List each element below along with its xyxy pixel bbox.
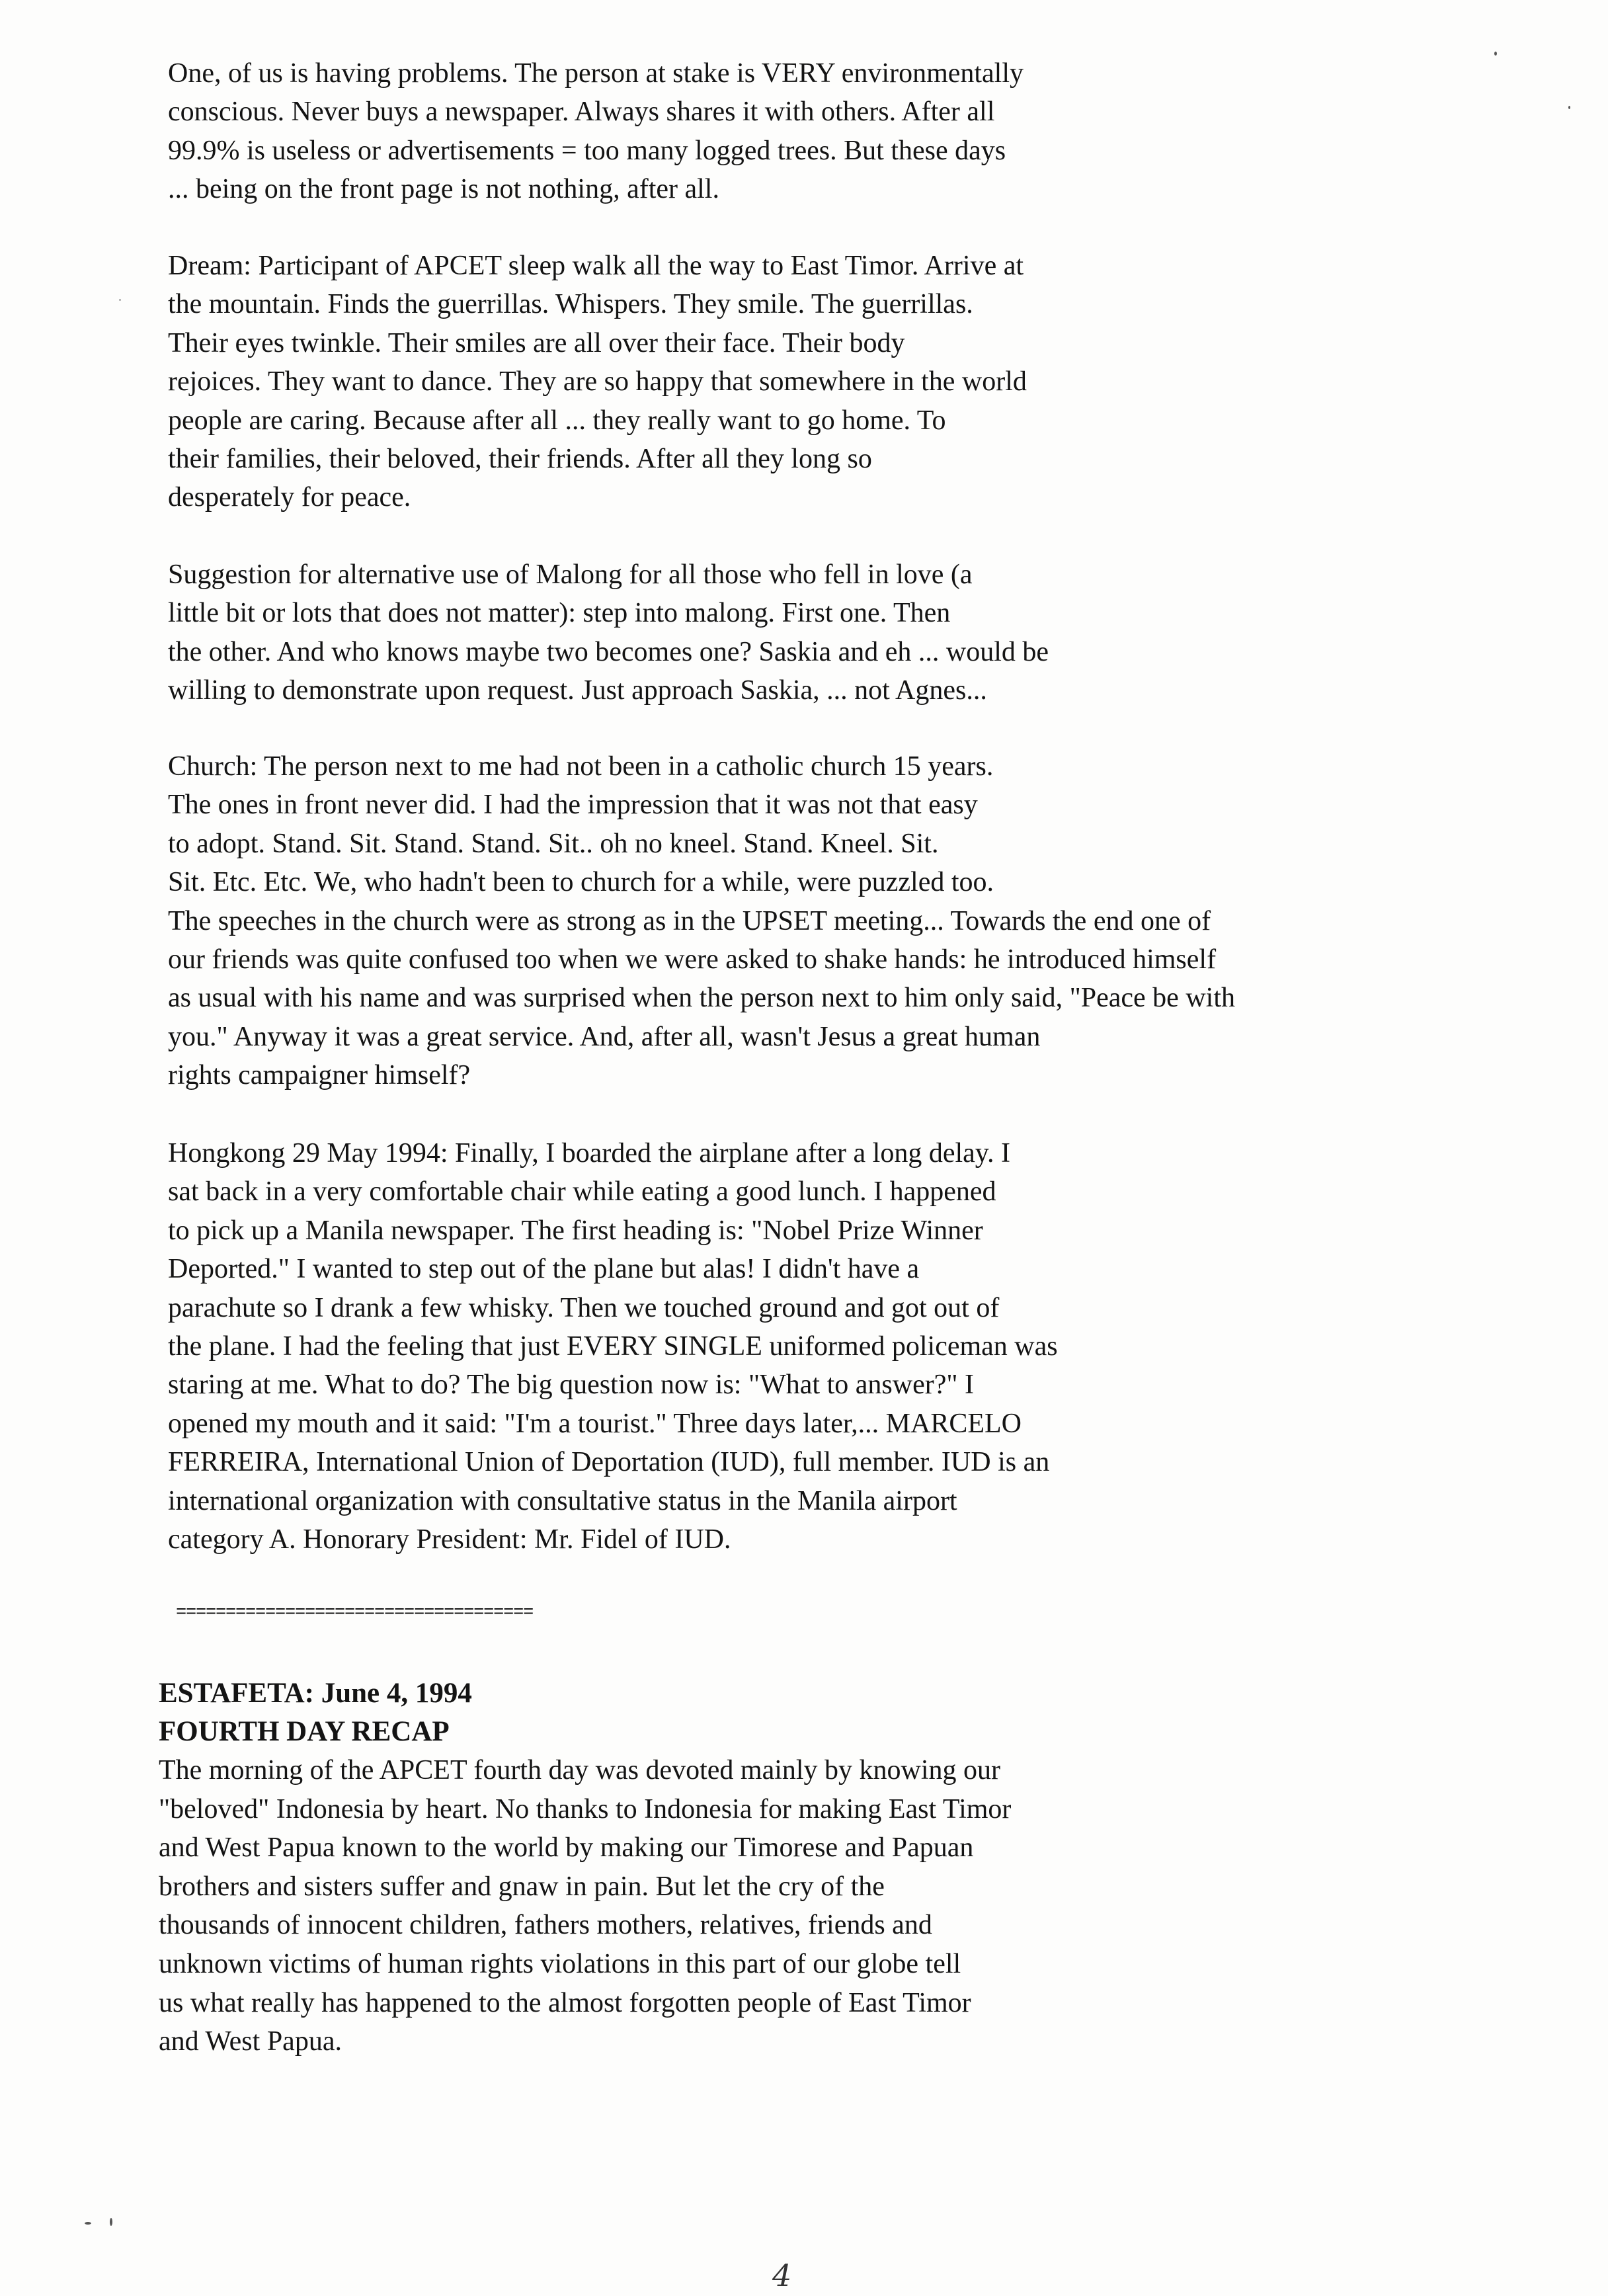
- paragraph-dream: [168, 247, 1027, 517]
- text-line: willing to demonstrate upon request. Just approach Saskia, ... not Agnes...: [168, 675, 987, 706]
- text-line: brothers and sisters suffer and gnaw in pain. But let the cry of the: [159, 1871, 885, 1902]
- scan-speck: [110, 2218, 112, 2226]
- section-heading: ESTAFETA: June 4, 1994: [159, 1678, 472, 1709]
- text-line: sat back in a very comfortable chair while eating a good lunch. I happened: [168, 1176, 996, 1208]
- text-line: conscious. Never buys a newspaper. Always shares it with others. After all: [168, 97, 995, 128]
- paragraph-malong: [168, 555, 1049, 710]
- paragraph-hongkong: [168, 1134, 1058, 1559]
- text-line: rejoices. They want to dance. They are so happy that somewhere in the world: [168, 366, 1027, 397]
- text-line: our friends was quite confused too when we were asked to shake hands: he introduced himself: [168, 944, 1217, 975]
- text-line: people are caring. Because after all ... they really want to go home. To: [168, 405, 946, 436]
- estafeta-section: [159, 1674, 1011, 2061]
- text-line: One, of us is having problems. The person at stake is VERY environmentally: [168, 58, 1024, 89]
- text-line: little bit or lots that does not matter): step into malong. First one. Then: [168, 598, 951, 629]
- text-line: category A. Honorary President: Mr. Fidel of IUD.: [168, 1524, 731, 1555]
- text-line: and West Papua.: [159, 2026, 342, 2057]
- paragraph-environment: [168, 54, 1024, 209]
- text-line: the plane. I had the feeling that just EVERY SINGLE uniformed policeman was: [168, 1331, 1058, 1362]
- text-line: FERREIRA, International Union of Deportation (IUD), full member. IUD is an: [168, 1447, 1050, 1478]
- text-line: The morning of the APCET fourth day was devoted mainly by knowing our: [159, 1755, 1001, 1785]
- text-line: The ones in front never did. I had the impression that it was not that easy: [168, 790, 978, 821]
- text-line: their families, their beloved, their friends. After all they long so: [168, 444, 872, 475]
- paragraph-church: [168, 747, 1235, 1095]
- page-number: 4: [772, 2258, 792, 2293]
- text-line: 99.9% is useless or advertisements = too many logged trees. But these days: [168, 135, 1006, 166]
- text-line: "beloved" Indonesia by heart. No thanks to Indonesia for making East Timor: [159, 1793, 1012, 1824]
- text-line: international organization with consultative status in the Manila airport: [168, 1485, 957, 1516]
- section-subheading: FOURTH DAY RECAP: [159, 1716, 450, 1747]
- text-line: to pick up a Manila newspaper. The first heading is: "Nobel Prize Winner: [168, 1215, 983, 1246]
- text-line: opened my mouth and it said: "I'm a tourist." Three days later,... MARCELO: [168, 1408, 1022, 1439]
- text-line: Sit. Etc. Etc. We, who hadn't been to church for a while, were puzzled too.: [168, 867, 994, 898]
- text-line: Dream: Participant of APCET sleep walk all the way to East Timor. Arrive at: [168, 251, 1024, 281]
- scan-speck: [1568, 106, 1570, 109]
- text-line: us what really has happened to the almost forgotten people of East Timor: [159, 1987, 971, 2018]
- text-line: as usual with his name and was surprised when the person next to him only said, "Peace be with: [168, 983, 1235, 1014]
- text-line: Suggestion for alternative use of Malong for all those who fell in love (a: [168, 559, 973, 590]
- scan-speck: [1494, 52, 1497, 56]
- text-line: ... being on the front page is not nothing, after all.: [168, 174, 719, 205]
- text-line: you." Anyway it was a great service. And, after all, wasn't Jesus a great human: [168, 1021, 1041, 1052]
- text-line: The speeches in the church were as strong as in the UPSET meeting... Towards the end one of: [168, 905, 1211, 936]
- text-line: unknown victims of human rights violations in this part of our globe tell: [159, 1948, 961, 1979]
- text-line: Hongkong 29 May 1994: Finally, I boarded the airplane after a long delay. I: [168, 1138, 1011, 1168]
- text-line: rights campaigner himself?: [168, 1060, 471, 1091]
- text-line: staring at me. What to do? The big question now is: "What to answer?" I: [168, 1370, 974, 1401]
- text-line: to adopt. Stand. Sit. Stand. Stand. Sit.. oh no kneel. Stand. Kneel. Sit.: [168, 828, 939, 859]
- text-line: Their eyes twinkle. Their smiles are all over their face. Their body: [168, 327, 905, 358]
- section-divider: ====================================: [176, 1603, 534, 1623]
- text-line: thousands of innocent children, fathers mothers, relatives, friends and: [159, 1910, 932, 1941]
- text-line: Deported." I wanted to step out of the plane but alas! I didn't have a: [168, 1254, 920, 1285]
- text-line: the other. And who knows maybe two becomes one? Saskia and eh ... would be: [168, 636, 1049, 667]
- text-line: parachute so I drank a few whisky. Then we touched ground and got out of: [168, 1292, 1000, 1323]
- scan-speck: [85, 2222, 91, 2225]
- text-line: desperately for peace.: [168, 482, 411, 513]
- scan-speck: [119, 299, 121, 301]
- text-line: Church: The person next to me had not been in a catholic church 15 years.: [168, 751, 994, 782]
- text-line: and West Papua known to the world by making our Timorese and Papuan: [159, 1832, 974, 1864]
- text-line: the mountain. Finds the guerrillas. Whispers. They smile. The guerrillas.: [168, 289, 973, 320]
